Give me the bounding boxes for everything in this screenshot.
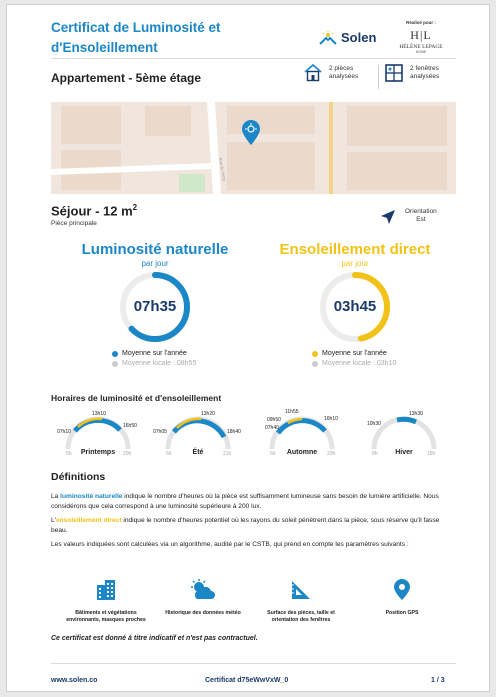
sunshine-legend-year [312,349,445,359]
orientation-value: Est [416,216,426,223]
autumn-sun-start: 09h50 [267,417,281,423]
weather-icon [190,579,216,601]
luminosity-legend-year [112,349,245,359]
house-icon [303,63,323,83]
partner-logo [389,20,453,54]
luminosity-per-day: par jour [141,259,169,268]
room-title [51,203,137,218]
definition-method: Les valeurs indiquées sont calculées via un algorithme, audité par le CSTB, qui prend en compte les paramètres suivants : [51,541,409,548]
sunshine-title: Ensoleillement direct [279,241,431,258]
luminosity-legend-year-text: Moyenne sur l'année [122,350,187,357]
website-link[interactable]: www.solen.co [51,677,98,684]
luminosity-legend-local [112,359,245,369]
autumn-axis-end: 20h [327,451,336,457]
season-gauge-spring [57,411,139,465]
disclaimer: Ce certificat est donné à titre indicatif et n'est pas contractuel. [51,635,258,642]
sunshine-legend-local [312,359,445,369]
summer-axis-end: 21h [223,451,232,457]
spring-lum-end: 16h50 [123,423,137,429]
windows-analyzed-label: 2 fenêtres analysées [410,65,440,80]
legend-dot-grey [112,361,118,367]
rooms-analyzed-label: 2 pièces analysées [329,65,359,80]
solen-sun-icon [319,31,337,45]
apartment-separator [378,65,379,89]
summer-sun-end: 13h20 [201,411,215,417]
spring-axis-end: 20h [123,451,132,457]
partner-label: Réalisé pour : [406,20,436,25]
page-number: 1 / 3 [431,677,445,684]
solen-brand-name: Solen [341,30,377,45]
luminosity-value: 07h35 [133,298,177,315]
param-surface [260,579,342,623]
autumn-label: Automne [286,449,318,456]
definition-sunshine [51,516,456,536]
luminosity-title: Luminosité naturelle [81,241,229,258]
partner-mark: H|L [410,28,432,42]
def2-text: indique le nombre d'heures potentiel où les rayons du soleil pénètrent dans la pièce, sous réserve qu'il fasse beau. [51,517,440,534]
buildings-icon [95,579,117,601]
solen-logo [319,30,376,45]
sunshine-panel [265,241,445,369]
def1-term: luminosité naturelle [60,493,123,500]
luminosity-panel [65,241,245,369]
winter-arc-svg [363,411,445,451]
apartment-title: Appartement - 5ème étage [51,71,202,85]
legend-dot-yellow [312,351,318,357]
def1-text: indique le nombre d'heures où la pièce est suffisamment lumineuse sans besoin de lumière artificielle. Nous considérons que cela correspond à une luminosité supérieure à 200 lux. [51,493,439,510]
param-weather [162,579,244,617]
winter-axis-end: 18h [427,451,436,457]
season-gauge-summer [153,411,241,465]
location-map [51,102,456,194]
certificate-page [6,4,490,692]
sunshine-legend-year-text: Moyenne sur l'année [322,350,387,357]
orientation-text [405,208,437,224]
partner-sub: HOME [415,50,427,54]
luminosity-legend-local-text: Moyenne locale : 08h55 [122,360,197,367]
header-divider [51,58,456,59]
set-square-icon [290,579,312,601]
def1-prefix: La [51,493,61,500]
legend-dot-grey [312,361,318,367]
room-area-exponent: 2 [132,203,138,212]
param-buildings-label: Bâtiments et végétations environnants, masques proches [66,610,146,623]
sunshine-legend [265,349,445,369]
autumn-lum-end: 16h10 [324,416,338,422]
definition-luminosity [51,492,456,512]
summer-axis-start: 5h [166,451,172,457]
rooms-analyzed [303,63,369,83]
map-drawing [51,102,456,194]
autumn-axis-start: 6h [270,451,276,457]
schedule-title: Horaires de luminosité et d'ensoleillement [51,393,222,403]
room-name: Séjour - 12 m [51,203,133,219]
spring-sun-end: 13h10 [92,411,106,417]
luminosity-gauge [118,270,192,344]
orientation-label: Orientation [405,208,437,215]
compass-arrow-icon [379,208,397,226]
sunshine-value: 03h45 [333,298,377,315]
summer-label: Été [192,449,204,456]
orientation [379,208,437,226]
autumn-sun-end: 11h55 [285,409,299,415]
legend-dot-blue [112,351,118,357]
footer-divider [51,663,456,664]
winter-lum-end: 13h30 [409,411,423,417]
def2-term: ensoleillement direct [55,517,122,524]
param-buildings [65,579,147,623]
param-weather-label: Historique des données météo [165,610,241,616]
luminosity-legend [65,349,245,369]
svg-text:Rue de Vichy: Rue de Vichy [218,157,228,182]
param-surface-label: Surface des pièces, taille et orientation des fenêtres [267,610,335,623]
definitions-title: Définitions [51,471,106,483]
room-subtitle: Pièce principale [51,220,97,227]
season-gauge-winter [363,411,445,465]
sunshine-gauge [318,270,392,344]
sunshine-per-day: par jour [341,259,369,268]
windows-analyzed [384,63,450,83]
def2-prefix: L' [51,517,56,524]
param-gps [361,579,443,617]
page-title: Certificat de Luminosité et d'Ensoleillement [51,20,221,55]
spring-lum-start: 07h10 [57,429,71,435]
winter-axis-start: 8h [372,451,378,457]
season-gauge-autumn [261,411,343,465]
spring-axis-start: 5h [66,451,72,457]
summer-lum-end: 18h40 [227,429,241,435]
certificate-id: Certificat d75eWwVxW_0 [205,677,289,684]
location-pin-icon [393,579,411,601]
summer-lum-start: 07h05 [153,429,167,435]
winter-lum-start: 10h30 [367,421,381,427]
window-icon [384,63,404,83]
location-marker-icon [241,120,261,146]
sunshine-legend-local-text: Moyenne locale : 03h10 [322,360,397,367]
autumn-lum-start: 07h40 [265,425,279,431]
partner-name: HÉLÈNE LEPAGE [399,44,443,50]
winter-label: Hiver [395,449,413,456]
spring-label: Printemps [80,449,116,456]
param-gps-label: Position GPS [385,610,419,616]
